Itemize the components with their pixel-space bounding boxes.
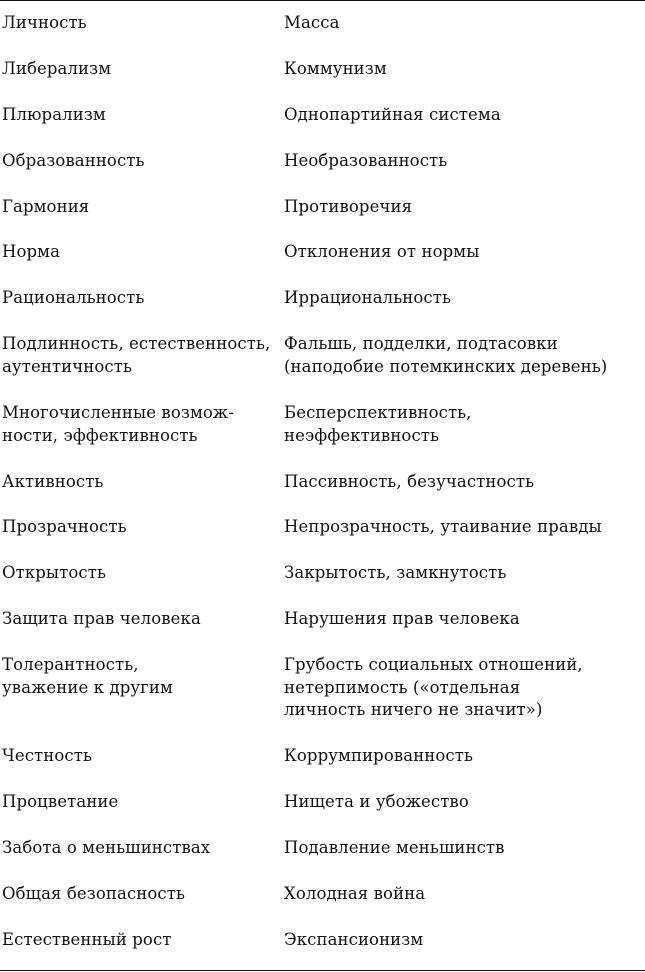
right-cell: Нищета и убожество [284, 792, 469, 811]
left-cell: Подлинность, естественность, аутентичность [2, 334, 271, 376]
left-cell: Активность [2, 472, 104, 491]
left-cell: Толерантность, уважение к другим [2, 655, 173, 697]
left-cell: Плюрализм [2, 105, 106, 124]
right-cell: Пассивность, безучастность [284, 472, 535, 491]
right-cell: Подавление меньшинств [284, 838, 505, 857]
right-cell: Холодная война [284, 884, 426, 903]
left-cell: Открытость [2, 563, 107, 582]
right-cell: Закрытость, замкнутость [284, 563, 507, 582]
right-cell: Фальшь, подделки, подтасовки (наподобие потемкинских деревень) [284, 334, 608, 376]
right-cell: Отклонения от нормы [284, 242, 480, 261]
right-cell: Нарушения прав человека [284, 609, 520, 628]
right-cell: Масса [284, 13, 340, 32]
left-cell: Либерализм [2, 59, 112, 78]
right-cell: Противоречия [284, 197, 413, 216]
right-cell: Непрозрачность, утаивание правды [284, 517, 602, 536]
left-cell: Естественный рост [2, 930, 172, 949]
left-cell: Норма [2, 242, 61, 261]
right-cell: Коммунизм [284, 59, 387, 78]
right-cell: Иррациональность [284, 288, 452, 307]
bottom-rule [0, 970, 645, 971]
right-cell: Однопартийная система [284, 105, 501, 124]
right-cell: Бесперспективность, неэффективность [284, 403, 472, 445]
right-cell: Экспансионизм [284, 930, 424, 949]
left-cell: Многочисленные возмож- ности, эффективность [2, 403, 234, 445]
left-cell: Забота о меньшинствах [2, 838, 211, 857]
right-cell: Коррумпированность [284, 746, 474, 765]
left-cell: Рациональность [2, 288, 145, 307]
left-cell: Прозрачность [2, 517, 127, 536]
left-cell: Образованность [2, 151, 145, 170]
left-cell: Честность [2, 746, 93, 765]
left-cell: Защита прав человека [2, 609, 201, 628]
right-cell: Грубость социальных отношений, нетерпимость («отдельная личность ничего не значит») [284, 655, 583, 719]
left-cell: Процветание [2, 792, 119, 811]
left-cell: Личность [2, 13, 87, 32]
right-cell: Необразованность [284, 151, 448, 170]
left-cell: Гармония [2, 197, 90, 216]
top-rule [0, 0, 645, 1]
left-cell: Общая безопасность [2, 884, 186, 903]
